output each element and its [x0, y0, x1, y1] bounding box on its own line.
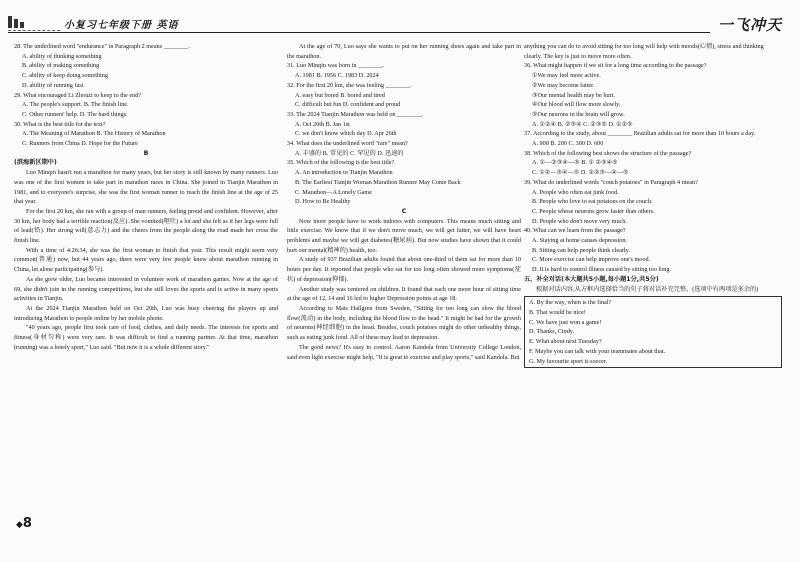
col2-line: A. easy but bored B. bored and tired	[295, 91, 385, 99]
col3-line: ③Our mental health may be hurt.	[532, 91, 615, 99]
col3-line: A. Staying at home causes depression.	[532, 237, 628, 245]
header-divider	[8, 32, 710, 33]
dialogue-option: B. That would be nice!	[529, 308, 586, 316]
col1-line: (滨海新区期中)	[14, 159, 57, 167]
col2-line: B. The Earliest Tianjin Woman Marathon Runner May Come Back	[295, 178, 461, 186]
col3-line: ④Our blood will flow more slowly.	[532, 101, 621, 109]
col1-line: A. The Meaning of Marathon B. The History of Marathon	[22, 130, 166, 138]
col1-line: With a time of 4:26:34, she was the first woman to finish that year. This result might seem very common(普通) now, but 44 years ago, there were very few people knew about marathon running in China, let alone participating(参与).	[14, 246, 278, 274]
page-header	[0, 0, 800, 36]
col3-line: ①We may feel more active.	[532, 72, 601, 80]
col2-line: 35. Which of the following is the best title?	[287, 159, 395, 167]
dialogue-option: C. We have just won a game!	[529, 318, 602, 326]
col1-line: C. Runners from China D. Hope for the Future	[22, 140, 138, 148]
col2-line: Another study was centered on children. It found that each one more hour of sitting time at the age of 12, 14 and 16 led to higher Depression points at age 18.	[287, 285, 521, 303]
column-right	[524, 42, 782, 368]
col3-line: C. More exercise can help improve one's mood.	[532, 256, 651, 264]
col3-line: D. It is hard to control illness caused by sitting too long.	[532, 266, 672, 274]
dialogue-option: A. By the way, when is the final?	[529, 299, 612, 307]
col1-line: B	[143, 149, 149, 157]
col3-line: A. 900 B. 200 C. 300 D. 600	[532, 140, 604, 148]
col3-line: 37. According to the study, about ________ Brazilian adults sat for more than 10 hours a day.	[524, 130, 756, 138]
col3-line: A. People who often eat junk food.	[532, 188, 619, 196]
col1-line: 29. What encouraged Li Zhouzi to keep to the end?	[14, 91, 142, 99]
col3-line: 五、补全对话(本大题共5小题,每小题1分,共5分)	[524, 275, 659, 283]
col2-line: A. An introduction to Tianjin Marathon	[295, 169, 393, 177]
page-number: ◆8	[16, 516, 32, 531]
col1-line: As she grew older, Luo became interested in volunteer work of marathon games. Now at the age of 69, she didn't join in the running competitions, but she still loves the sports and is active in many sports activities in Tianjin.	[14, 275, 278, 303]
col2-line: The good news? It's easy to control. Aaron Kandola from University College London, said even light exercise might help, "It is great to exercise and play sports," said Kandola. But	[287, 343, 521, 361]
col1-line: A. The people's support. B. The finish line.	[22, 101, 129, 109]
col1-line: A. ability of thinking something	[22, 52, 102, 60]
col2-line: 32. For the first 20 km, she was feeling ________.	[287, 81, 412, 89]
col1-line: 30. What is the best title for the text?	[14, 120, 106, 128]
col2-line: C	[401, 207, 407, 215]
col3-line: C. People whose neurons grow faster than others.	[532, 207, 655, 215]
col3-line: A. ①②④ B. ②③④ C. ②③⑤ D. ①②⑤	[532, 120, 633, 128]
col3-line: B. People who love to eat potatoes on the couch.	[532, 198, 653, 206]
col3-line: anything you can do to avoid sitting for too long will help with moods(心情), stress and thinking clearly. The key is just to move more often.	[524, 43, 764, 60]
column-left	[14, 42, 278, 353]
col1-line: D. ability of running fast	[22, 81, 84, 89]
col2-line: C. we don't know which day D. Apr 26th	[295, 130, 397, 138]
col1-line: C. Other runners' help. D. The hard things.	[22, 110, 128, 118]
dialogue-option: G. My favourite sport is soccer.	[529, 357, 608, 365]
dialogue-options-box	[524, 296, 782, 368]
dialogue-option: E. What about next Tuesday?	[529, 338, 602, 346]
col1-line: 28. The underlined word "endurance" in Paragraph 2 means ________.	[14, 43, 190, 50]
col3-line: A. ①—②③④—⑤ B. ① ②③④⑤	[532, 159, 618, 167]
col2-line: According to Mats Hallgren from Sweden, "Sitting for too long can slow the blood flow(流动) in the body, including the blood flow to the head." It might be bad for the growth of neurons(神经细胞) in the head. Besides, couch potatoes might do other unhealthy things, such as eating junk food. All of these may lead to depression.	[287, 304, 521, 342]
col2-line: At the age of 70, Luo says she wants to put on her running shoes again and take part in the marathon.	[287, 43, 521, 60]
col2-line: A. Oct 20th B. Jan 1st	[295, 120, 350, 128]
col3-line: D. People who don't move very much.	[532, 217, 627, 225]
col3-line: 39. What do underlined words "couch potatoes" in Paragraph 4 mean?	[524, 178, 698, 186]
col1-line: For the first 20 km, she ran with a group of man runners, feeling proud and confident. However, after 30 km, her body had a terrible reaction(反应). She vomited(呕吐) a lot and she felt as if her legs were full of lead(铅). Her strong will(意志力) and the cheers from the people along the road made her cross the finish line.	[14, 207, 278, 245]
dialogue-option: F. Maybe you can talk with your teammates about that.	[529, 347, 666, 355]
book-logo-icon	[8, 14, 60, 31]
col2-line: Now more people have to work indoors with computers. This means much sitting and little exercise. We know that if we don't move much, we will get fatter, we will have heart problems and maybe we will get diabetes(糖尿病). But now studies have shown that it could hurt our mental(精神的) health, too.	[287, 217, 521, 254]
col2-line: C. difficult but fun D. confident and proud	[295, 101, 401, 109]
book-title: 小复习七年级下册 英语	[64, 20, 179, 31]
col2-line: A. 丰盛的 B. 常见的 C. 罕见的 D. 迅速的	[295, 149, 404, 157]
col3-line: C. ①②—③④—⑤ D. ①②③—④—⑤	[532, 169, 629, 177]
col1-line: At the 2024 Tianjin Marathon held on Oct 20th, Luo was busy cheering the players up and introducing Marathon to people online by her mobile phone.	[14, 304, 278, 322]
dialogue-option: D. Thanks, Cindy.	[529, 328, 575, 336]
col1-line: "40 years ago, people first took care of food, clothes, and daily needs. The interests for sports and fitness(身材匀称) were very rare. It was difficult to find a running partner. At that time, marathon (running) was a lonely sport," Luo said. "But now it is a whole different story."	[14, 324, 278, 351]
col3-line: 36. What might happen if we sit for a long time according to the passage?	[524, 62, 707, 70]
col2-line: 34. What does the underlined word "rare" mean?	[287, 140, 408, 148]
column-middle	[287, 42, 521, 362]
col1-line: B. ability of making something	[22, 62, 100, 70]
col2-line: D. How to Be Healthy	[295, 198, 351, 206]
col3-line: ②We may become fatter.	[532, 81, 595, 89]
col1-line: Luo Minqin hasn't run a marathon for many years, but her story is still known by many runners. Luo was one of the first women to take part in marathon races in China. She joined in Tianjin Marathon in 1981, and to everyone's surprise, she was the first woman runner to reach the finish line at the age of 25 that year.	[14, 169, 278, 206]
col3-line: ⑤Our neurons in the brain will grow.	[532, 110, 625, 118]
col2-line: A study of 937 Brazilian adults found that about one-third of them sat for more than 10 hours per day. It reported that people who sat for too long often showed more symptoms(症状) of depression(抑郁).	[287, 256, 521, 283]
col2-line: C. Marathon—A Lonely Game	[295, 188, 372, 196]
col3-line: B. Sitting can help people think clearly.	[532, 246, 630, 254]
col3-line: 38. Which of the following best shows the structure of the passage?	[524, 149, 692, 157]
brand-logo: 一飞冲天	[717, 16, 782, 34]
col2-line: 33. The 2024 Tianjin Marathon was held on ________.	[287, 110, 424, 118]
col3-line: 40. What can we learn from the passage?	[524, 227, 626, 235]
col2-line: A. 1981 B. 1956 C. 1983 D. 2024	[295, 72, 379, 80]
col1-line: C. ability of keep doing something	[22, 72, 108, 80]
col3-line: 根据对话内容,从方框内选择恰当的句子将对话补充完整。(选项中有两项是多余的)	[536, 285, 759, 293]
col2-line: 31. Luo Minqin was born in ________.	[287, 62, 385, 70]
